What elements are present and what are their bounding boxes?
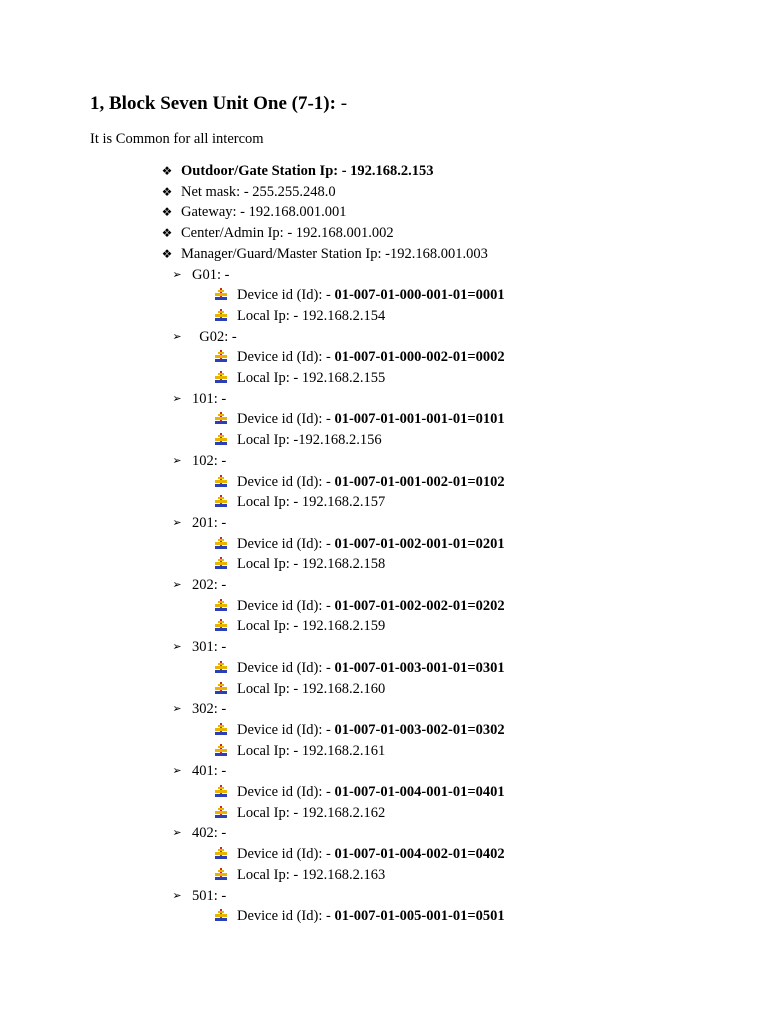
unit-name: 302: - bbox=[192, 701, 227, 718]
unit-name: G01: - bbox=[192, 266, 230, 283]
device-id-label: Device id (Id): - bbox=[237, 721, 335, 738]
checkmark-tick-icon bbox=[213, 475, 229, 489]
checkmark-tick-icon bbox=[213, 785, 229, 799]
local-ip: Local Ip: - 192.168.2.161 bbox=[237, 742, 386, 759]
local-ip: Local Ip: - 192.168.2.154 bbox=[237, 307, 386, 324]
diamond-bullet-icon: ❖ bbox=[161, 226, 173, 241]
local-ip: Local Ip: - 192.168.2.155 bbox=[237, 370, 386, 386]
checkmark-tick-icon bbox=[213, 868, 229, 882]
checkmark-tick-icon bbox=[213, 309, 229, 323]
common-item-label: Outdoor/Gate Station Ip: - 192.168.2.153 bbox=[181, 163, 434, 179]
checkmark-tick-icon bbox=[213, 744, 229, 758]
device-id bbox=[237, 782, 505, 802]
device-id bbox=[237, 906, 505, 926]
arrow-bullet-icon: ➢ bbox=[172, 888, 182, 902]
device-id-label: Device id (Id): - bbox=[237, 535, 335, 552]
local-ip: Local Ip: - 192.168.2.160 bbox=[237, 680, 386, 697]
device-id bbox=[237, 347, 505, 367]
device-id bbox=[237, 285, 505, 305]
common-item-label: Gateway: - 192.168.001.001 bbox=[181, 204, 347, 221]
local-ip: Local Ip: -192.168.2.156 bbox=[237, 432, 382, 449]
device-id-label: Device id (Id): - bbox=[237, 846, 335, 863]
section-heading bbox=[90, 93, 347, 115]
unit-name: 201: - bbox=[192, 514, 227, 531]
device-id-label: Device id (Id): - bbox=[237, 349, 335, 366]
arrow-bullet-icon: ➢ bbox=[172, 826, 182, 840]
checkmark-tick-icon bbox=[213, 288, 229, 302]
device-id-label: Device id (Id): - bbox=[237, 597, 335, 614]
device-id-value: 01-007-01-005-001-01=0501 bbox=[334, 908, 505, 925]
checkmark-tick-icon bbox=[213, 537, 229, 551]
common-item-label: Center/Admin Ip: - 192.168.001.002 bbox=[181, 225, 394, 242]
device-id-label: Device id (Id): - bbox=[237, 473, 335, 490]
unit-name: 301: - bbox=[192, 639, 227, 656]
unit-name: G02: - bbox=[192, 328, 237, 345]
diamond-bullet-icon: ❖ bbox=[161, 164, 173, 178]
device-id-value: 01-007-01-000-002-01=0002 bbox=[334, 349, 505, 366]
local-ip: Local Ip: - 192.168.2.157 bbox=[237, 494, 386, 511]
arrow-bullet-icon: ➢ bbox=[172, 764, 182, 778]
common-item-label: Manager/Guard/Master Station Ip: -192.168.001.003 bbox=[181, 245, 488, 262]
unit-name: 101: - bbox=[192, 390, 227, 407]
intro-text: It is Common for all intercom bbox=[90, 131, 264, 147]
device-id-label: Device id (Id): - bbox=[237, 784, 335, 800]
device-id bbox=[237, 720, 505, 740]
unit-name: 102: - bbox=[192, 452, 227, 469]
diamond-bullet-icon: ❖ bbox=[161, 184, 173, 199]
heading-suffix: - bbox=[335, 93, 348, 114]
checkmark-tick-icon bbox=[213, 909, 229, 923]
diamond-bullet-icon: ❖ bbox=[161, 246, 173, 261]
checkmark-tick-icon bbox=[213, 495, 229, 509]
checkmark-tick-icon bbox=[213, 682, 229, 696]
device-id-value: 01-007-01-003-002-01=0302 bbox=[334, 721, 505, 738]
device-id bbox=[237, 534, 505, 554]
arrow-bullet-icon: ➢ bbox=[172, 267, 182, 281]
device-id-label: Device id (Id): - bbox=[237, 287, 335, 304]
device-id-label: Device id (Id): - bbox=[237, 411, 335, 428]
arrow-bullet-icon: ➢ bbox=[172, 578, 182, 591]
diamond-bullet-icon: ❖ bbox=[161, 205, 173, 220]
arrow-bullet-icon: ➢ bbox=[172, 702, 182, 716]
device-id bbox=[237, 472, 505, 492]
checkmark-tick-icon bbox=[213, 412, 229, 426]
checkmark-tick-icon bbox=[213, 847, 229, 861]
checkmark-tick-icon bbox=[213, 806, 229, 820]
device-id-value: 01-007-01-001-001-01=0101 bbox=[334, 411, 505, 428]
common-item-label: Net mask: - 255.255.248.0 bbox=[181, 183, 336, 200]
heading-main: 1, Block Seven Unit One (7-1): bbox=[90, 93, 336, 114]
arrow-bullet-icon: ➢ bbox=[172, 329, 182, 343]
unit-name: 402: - bbox=[192, 825, 227, 842]
checkmark-tick-icon bbox=[213, 723, 229, 737]
device-id-label: Device id (Id): - bbox=[237, 908, 335, 925]
device-id-label: Device id (Id): - bbox=[237, 659, 335, 676]
unit-name: 202: - bbox=[192, 577, 227, 593]
local-ip: Local Ip: - 192.168.2.162 bbox=[237, 804, 386, 821]
device-id bbox=[237, 409, 505, 429]
device-id bbox=[237, 844, 505, 864]
device-id-value: 01-007-01-000-001-01=0001 bbox=[334, 287, 505, 304]
local-ip: Local Ip: - 192.168.2.163 bbox=[237, 866, 386, 883]
device-id-value: 01-007-01-002-001-01=0201 bbox=[334, 535, 505, 552]
unit-name: 501: - bbox=[192, 887, 227, 904]
unit-name: 401: - bbox=[192, 763, 227, 780]
checkmark-tick-icon bbox=[213, 599, 229, 613]
device-id-value: 01-007-01-001-002-01=0102 bbox=[334, 473, 505, 490]
arrow-bullet-icon: ➢ bbox=[172, 453, 182, 467]
checkmark-tick-icon bbox=[213, 371, 229, 385]
checkmark-tick-icon bbox=[213, 433, 229, 447]
arrow-bullet-icon: ➢ bbox=[172, 515, 182, 529]
device-id-value: 01-007-01-004-002-01=0402 bbox=[334, 846, 505, 863]
local-ip: Local Ip: - 192.168.2.159 bbox=[237, 618, 386, 635]
device-id bbox=[237, 596, 505, 616]
checkmark-tick-icon bbox=[213, 350, 229, 364]
checkmark-tick-icon bbox=[213, 619, 229, 633]
arrow-bullet-icon: ➢ bbox=[172, 391, 182, 405]
device-id-value: 01-007-01-003-001-01=0301 bbox=[334, 659, 505, 676]
device-id-value: 01-007-01-004-001-01=0401 bbox=[334, 784, 505, 800]
device-id bbox=[237, 658, 505, 678]
device-id-value: 01-007-01-002-002-01=0202 bbox=[334, 597, 505, 614]
arrow-bullet-icon: ➢ bbox=[172, 640, 182, 654]
checkmark-tick-icon bbox=[213, 661, 229, 675]
local-ip: Local Ip: - 192.168.2.158 bbox=[237, 556, 386, 573]
checkmark-tick-icon bbox=[213, 557, 229, 571]
